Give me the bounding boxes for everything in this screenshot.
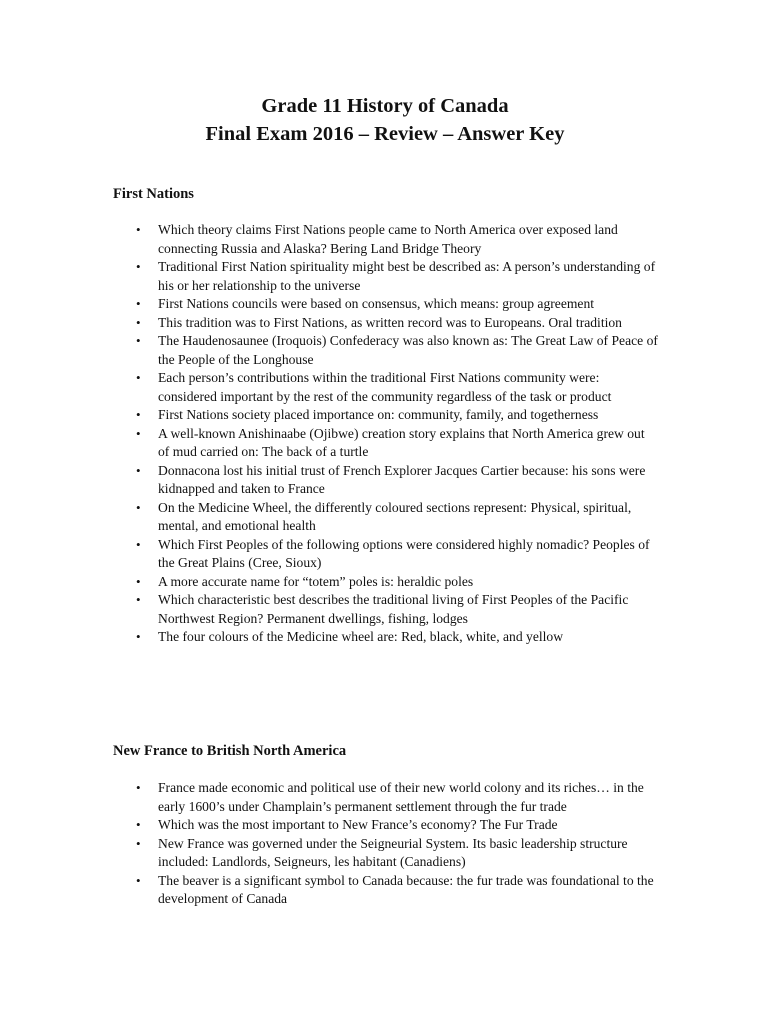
- list-item: • A more accurate name for “totem” poles is: heraldic poles: [158, 573, 658, 592]
- list-item: • The four colours of the Medicine wheel are: Red, black, white, and yellow: [158, 628, 658, 647]
- list-item: • Traditional First Nation spirituality might best be described as: A person’s understanding of his or her relationship to the universe: [158, 258, 658, 295]
- list-item: • This tradition was to First Nations, as written record was to Europeans. Oral tradition: [158, 314, 658, 333]
- list-item: • A well-known Anishinaabe (Ojibwe) creation story explains that North America grew out of mud carried on: The back of a turtle: [158, 425, 658, 462]
- title-line-1: Grade 11 History of Canada: [261, 95, 509, 117]
- new-france-answer-list: [158, 779, 658, 909]
- first-nations-answer-list: [158, 221, 658, 647]
- list-item: • Which First Peoples of the following options were considered highly nomadic? Peoples of the Great Plains (Cree, Sioux): [158, 536, 658, 573]
- list-item: • On the Medicine Wheel, the differently coloured sections represent: Physical, spiritual, mental, and emotional health: [158, 499, 658, 536]
- section-heading-new-france: New France to British North America: [113, 743, 347, 759]
- list-item: • Which theory claims First Nations people came to North America over exposed land connecting Russia and Alaska? Bering Land Bridge Theory: [158, 221, 658, 258]
- list-item: • First Nations councils were based on consensus, which means: group agreement: [158, 295, 658, 314]
- list-item: • Each person’s contributions within the traditional First Nations community were: considered important by the rest of the community regardless of the task or product: [158, 369, 658, 406]
- list-item: • The beaver is a significant symbol to Canada because: the fur trade was foundational to the development of Canada: [158, 872, 658, 909]
- list-item: • Which was the most important to New France’s economy? The Fur Trade: [158, 816, 658, 835]
- list-item: • First Nations society placed importance on: community, family, and togetherness: [158, 406, 658, 425]
- section-heading-first-nations: First Nations: [113, 186, 194, 202]
- list-item: • The Haudenosaunee (Iroquois) Confederacy was also known as: The Great Law of Peace of the People of the Longhouse: [158, 332, 658, 369]
- list-item: • Which characteristic best describes the traditional living of First Peoples of the Pacific Northwest Region? Permanent dwellings, fishing, lodges: [158, 591, 658, 628]
- list-item: • New France was governed under the Seigneurial System. Its basic leadership structure included: Landlords, Seigneurs, les habitant (Canadiens): [158, 835, 658, 872]
- page-title: [0, 92, 770, 148]
- list-item: • Donnacona lost his initial trust of French Explorer Jacques Cartier because: his sons were kidnapped and taken to France: [158, 462, 658, 499]
- list-item: • France made economic and political use of their new world colony and its riches… in the early 1600’s under Champlain’s permanent settlement through the fur trade: [158, 779, 658, 816]
- title-line-2: Final Exam 2016 – Review – Answer Key: [205, 123, 565, 145]
